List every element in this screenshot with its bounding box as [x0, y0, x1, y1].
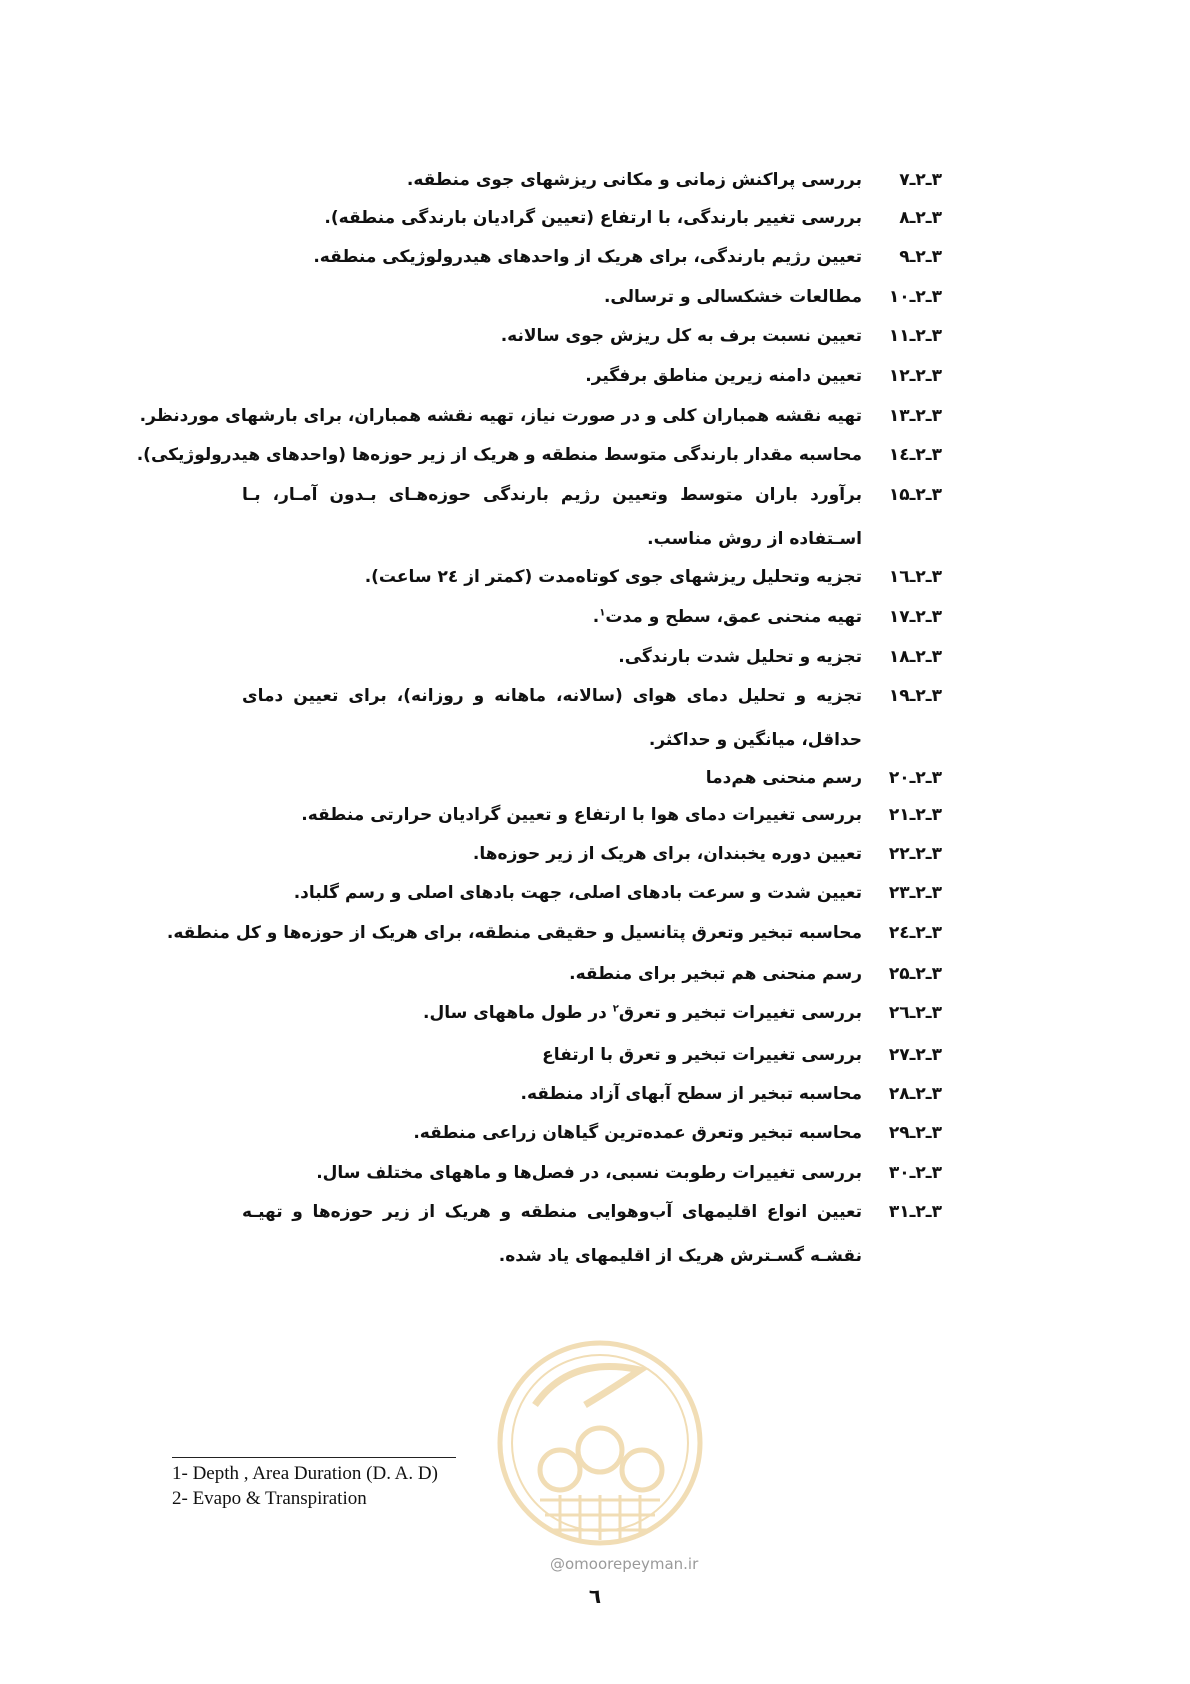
page-number: ٦ — [588, 1584, 602, 1608]
item-number: ۳ـ۲ـ۲۰ — [888, 768, 942, 788]
item-text-tail: . — [592, 607, 600, 627]
item-text-tail: در طول ماههای سال. — [422, 1003, 613, 1023]
footnote-marker: ۱ — [599, 607, 606, 619]
item-text: تعیین نسبت برف به کل ریزش جوی سالانه. — [500, 326, 862, 346]
item-text-main: تهیه منحنی عمق، سطح و مدت — [605, 607, 862, 627]
item-number: ۳ـ۲ـ۳۱ — [888, 1202, 942, 1222]
item-number: ۳ـ۲ـ۲٦ — [888, 1003, 942, 1023]
item-text: بررسی تغییرات دمای هوا با ارتفاع و تعیین گرادیان حرارتی منطقه. — [301, 805, 862, 825]
item-text: محاسبه تبخیر از سطح آبهای آزاد منطقه. — [520, 1084, 862, 1104]
item-number: ۳ـ۲ـ۲۳ — [888, 883, 942, 903]
item-text: تعیین انواع اقلیمهای آب‌وهوایی منطقه و هریک از زیر حوزه‌ها و تهیـه نقشـه گسـترش هریک از اقلیمهای یاد شده. — [242, 1202, 862, 1266]
item-text: بررسی پراکنش زمانی و مکانی ریزشهای جوی منطقه. — [406, 170, 862, 190]
item-text — [242, 603, 862, 631]
item-number: ۳ـ۲ـ۷ — [899, 170, 942, 190]
item-number: ۳ـ۲ـ۹ — [899, 247, 942, 267]
footnote-2: 2- Evapo & Transpiration — [172, 1488, 367, 1509]
item-text: تعیین دامنه زیرین مناطق برفگیر. — [585, 366, 862, 386]
item-text: برآورد باران متوسط وتعیین رژیم بارندگی حوزه‌هـای بـدون آمـار، بـا اسـتفاده از روش مناسب. — [242, 485, 862, 549]
item-text: مطالعات خشکسالی و ترسالی. — [603, 287, 862, 307]
item-number: ۳ـ۲ـ۲۹ — [888, 1123, 942, 1143]
item-number: ۳ـ۲ـ۲٤ — [888, 923, 942, 943]
item-number: ۳ـ۲ـ۱۱ — [888, 326, 942, 346]
item-text: محاسبه تبخیر وتعرق عمده‌ترین گیاهان زراعی منطقه. — [413, 1123, 862, 1143]
item-number: ۳ـ۲ـ۱۲ — [888, 366, 942, 386]
item-text: محاسبه مقدار بارندگی متوسط منطقه و هریک از زیر حوزه‌ها (واحدهای هیدرولوژیکی). — [136, 445, 862, 465]
item-number: ۳ـ۲ـ۸ — [899, 208, 942, 228]
item-number: ۳ـ۲ـ۱۳ — [888, 406, 942, 426]
footnote-1: 1- Depth , Area Duration (D. A. D) — [172, 1463, 438, 1484]
item-text: تعیین رژیم بارندگی، برای هریک از واحدهای هیدرولوژیکی منطقه. — [313, 247, 862, 267]
item-text: رسم منحنی هم تبخیر برای منطقه. — [569, 964, 862, 984]
item-number: ۳ـ۲ـ۲۷ — [888, 1045, 942, 1065]
item-number: ۳ـ۲ـ۲۱ — [888, 805, 942, 825]
footnote-marker: ۲ — [612, 1003, 619, 1015]
item-number: ۳ـ۲ـ۱۷ — [888, 607, 942, 627]
item-text: تجزیه وتحلیل ریزشهای جوی کوتاه‌مدت (کمتر از ٢٤ ساعت). — [364, 567, 862, 587]
item-text: تجزیه و تحلیل شدت بارندگی. — [618, 647, 862, 667]
item-text-main: بررسی تغییرات تبخیر و تعرق — [618, 1003, 862, 1023]
item-number: ۳ـ۲ـ۱٤ — [888, 445, 942, 465]
item-text: تجزیه و تحلیل دمای هوای (سالانه، ماهانه و روزانه)، برای تعیین دمای حداقل، میانگین و حداکثر. — [242, 686, 862, 750]
item-number: ۳ـ۲ـ۱۵ — [888, 485, 942, 505]
item-text: تعیین دوره یخبندان، برای هریک از زیر حوزه‌ها. — [472, 844, 862, 864]
item-number: ۳ـ۲ـ۲۵ — [888, 964, 942, 984]
item-number: ۳ـ۲ـ۲۲ — [888, 844, 942, 864]
item-number: ۳ـ۲ـ۱٦ — [888, 567, 942, 587]
item-text: بررسی تغییر بارندگی، با ارتفاع (تعیین گرادیان بارندگی منطقه). — [324, 208, 862, 228]
publisher-seal-watermark — [490, 1335, 710, 1550]
item-text: تهیه نقشه همباران کلی و در صورت نیاز، تهیه نقشه همباران، برای بارشهای موردنظر. — [139, 406, 862, 426]
item-text: محاسبه تبخیر وتعرق پتانسیل و حقیقی منطقه، برای هریک از حوزه‌ها و کل منطقه. — [166, 923, 862, 943]
item-number: ۳ـ۲ـ۱۰ — [888, 287, 942, 307]
item-number: ۳ـ۲ـ۳۰ — [888, 1163, 942, 1183]
item-number: ۳ـ۲ـ۱۸ — [888, 647, 942, 667]
seal-graphic — [500, 1343, 700, 1543]
item-text: بررسی تغییرات رطوبت نسبی، در فصل‌ها و ماههای مختلف سال. — [316, 1163, 862, 1183]
item-text: رسم منحنی هم‌دما — [705, 768, 862, 788]
item-text: بررسی تغییرات تبخیر و تعرق با ارتفاع — [542, 1045, 862, 1065]
item-text — [242, 999, 862, 1027]
footnote-divider — [172, 1457, 456, 1458]
item-text: تعیین شدت و سرعت بادهای اصلی، جهت بادهای اصلی و رسم گلباد. — [293, 883, 862, 903]
watermark-url: @omoorepeyman.ir — [550, 1555, 699, 1573]
item-number: ۳ـ۲ـ۲۸ — [888, 1084, 942, 1104]
item-number: ۳ـ۲ـ۱۹ — [888, 686, 942, 706]
